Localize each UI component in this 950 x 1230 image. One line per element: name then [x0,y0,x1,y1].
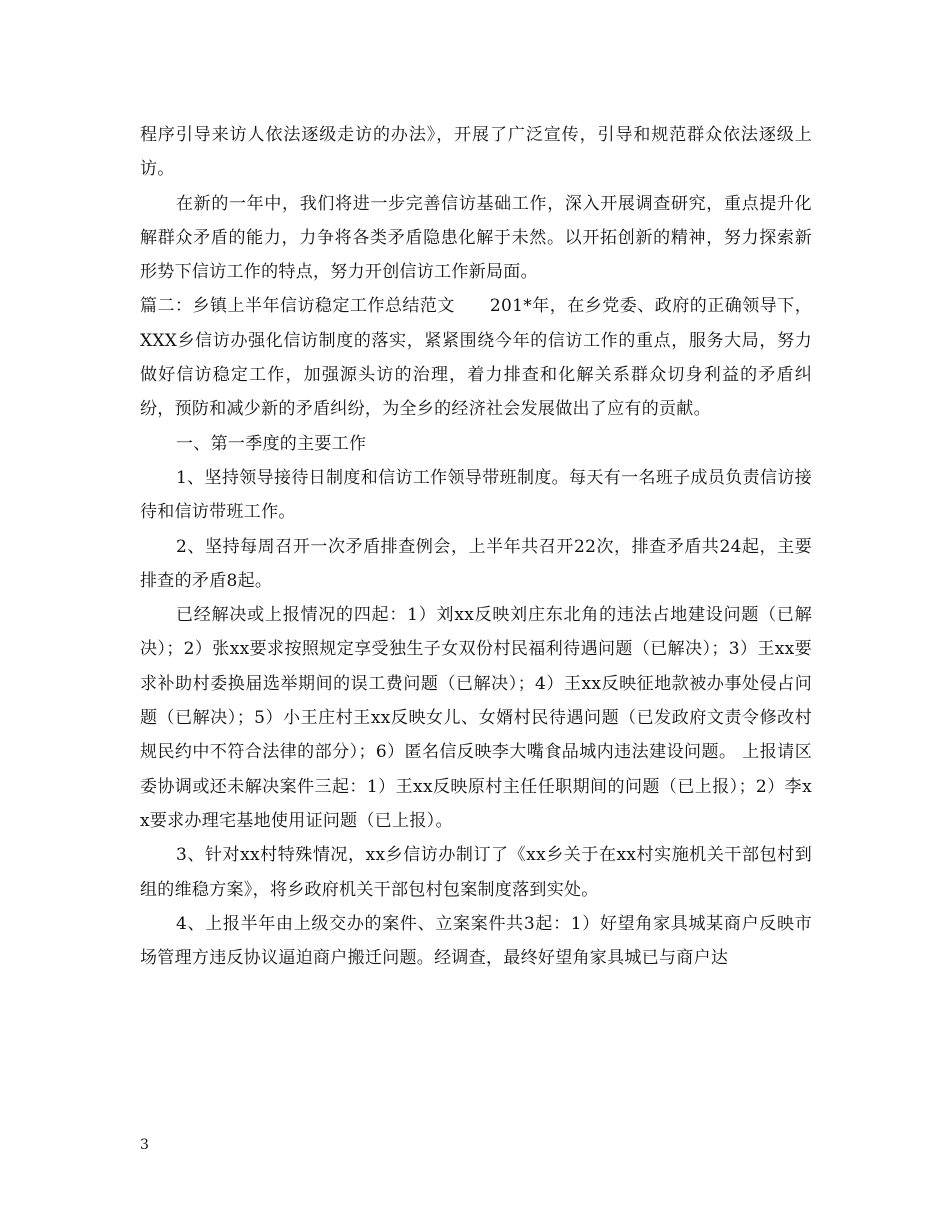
paragraph-5: 1、坚持领导接待日制度和信访工作领导带班制度。每天有一名班子成员负责信访接待和信访带班工作。 [140,467,812,523]
paragraph-7: 已经解决或上报情况的四起：1）刘xx反映刘庄东北角的违法占地建设问题（已解决）；2）张xx要求按照规定享受独生子女双份村民福利待遇问题（已解决）；3）王xx要求补助村委换届选举期间的误工费问题（已解决）；4）王xx反映征地款被办事处侵占问题（已解决）；5）小王庄村王xx反映女儿、女婿村民待遇问题（已发政府文责令修改村规民约中不符合法律的部分）；6）匿名信反映李大嘴食品城内违法建设问题。 上报请区委协调或还未解决案件三起：1）王xx反映原村主任任职期间的问题（已上报）；2）李xx要求办理宅基地使用证问题（已上报）。 [140,605,812,831]
document-body [140,118,812,975]
paragraph-4-subheading: 一、第一季度的主要工作 [176,433,367,454]
paragraph-2: 在新的一年中，我们将进一步完善信访基础工作，深入开展调查研究，重点提升化解群众矛盾的能力，力争将各类矛盾隐患化解于未然。以开拓创新的精神，努力探索新形势下信访工作的特点，努力开创信访工作新局面。 [140,193,812,283]
paragraph-6: 2、坚持每周召开一次矛盾排查例会，上半年共召开22次，排查矛盾共24起，主要排查的矛盾8起。 [140,536,812,591]
paragraph-1: 程序引导来访人依法逐级走访的办法》，开展了广泛宣传，引导和规范群众依法逐级上访。 [140,125,812,180]
paragraph-3-section-heading: 篇二：乡镇上半年信访稳定工作总结范文 201*年，在乡党委、政府的正确领导下，XXX乡信访办强化信访制度的落实，紧紧围绕今年的信访工作的重点，服务大局，努力做好信访稳定工作，加强源头访的治理，着力排查和化解关系群众切身利益的矛盾纠纷，预防和减少新的矛盾纠纷，为全乡的经济社会发展做出了应有的贡献。 [140,296,812,420]
paragraph-9: 4、上报半年由上级交办的案件、立案案件共3起：1）好望角家具城某商户反映市场管理方违反协议逼迫商户搬迁问题。经调查，最终好望角家具城已与商户达 [140,913,812,969]
page-number: 3 [140,1137,149,1153]
paragraph-8: 3、针对xx村特殊情况，xx乡信访办制订了《xx乡关于在xx村实施机关干部包村到组的维稳方案》，将乡政府机关干部包村包案制度落到实处。 [140,845,812,900]
